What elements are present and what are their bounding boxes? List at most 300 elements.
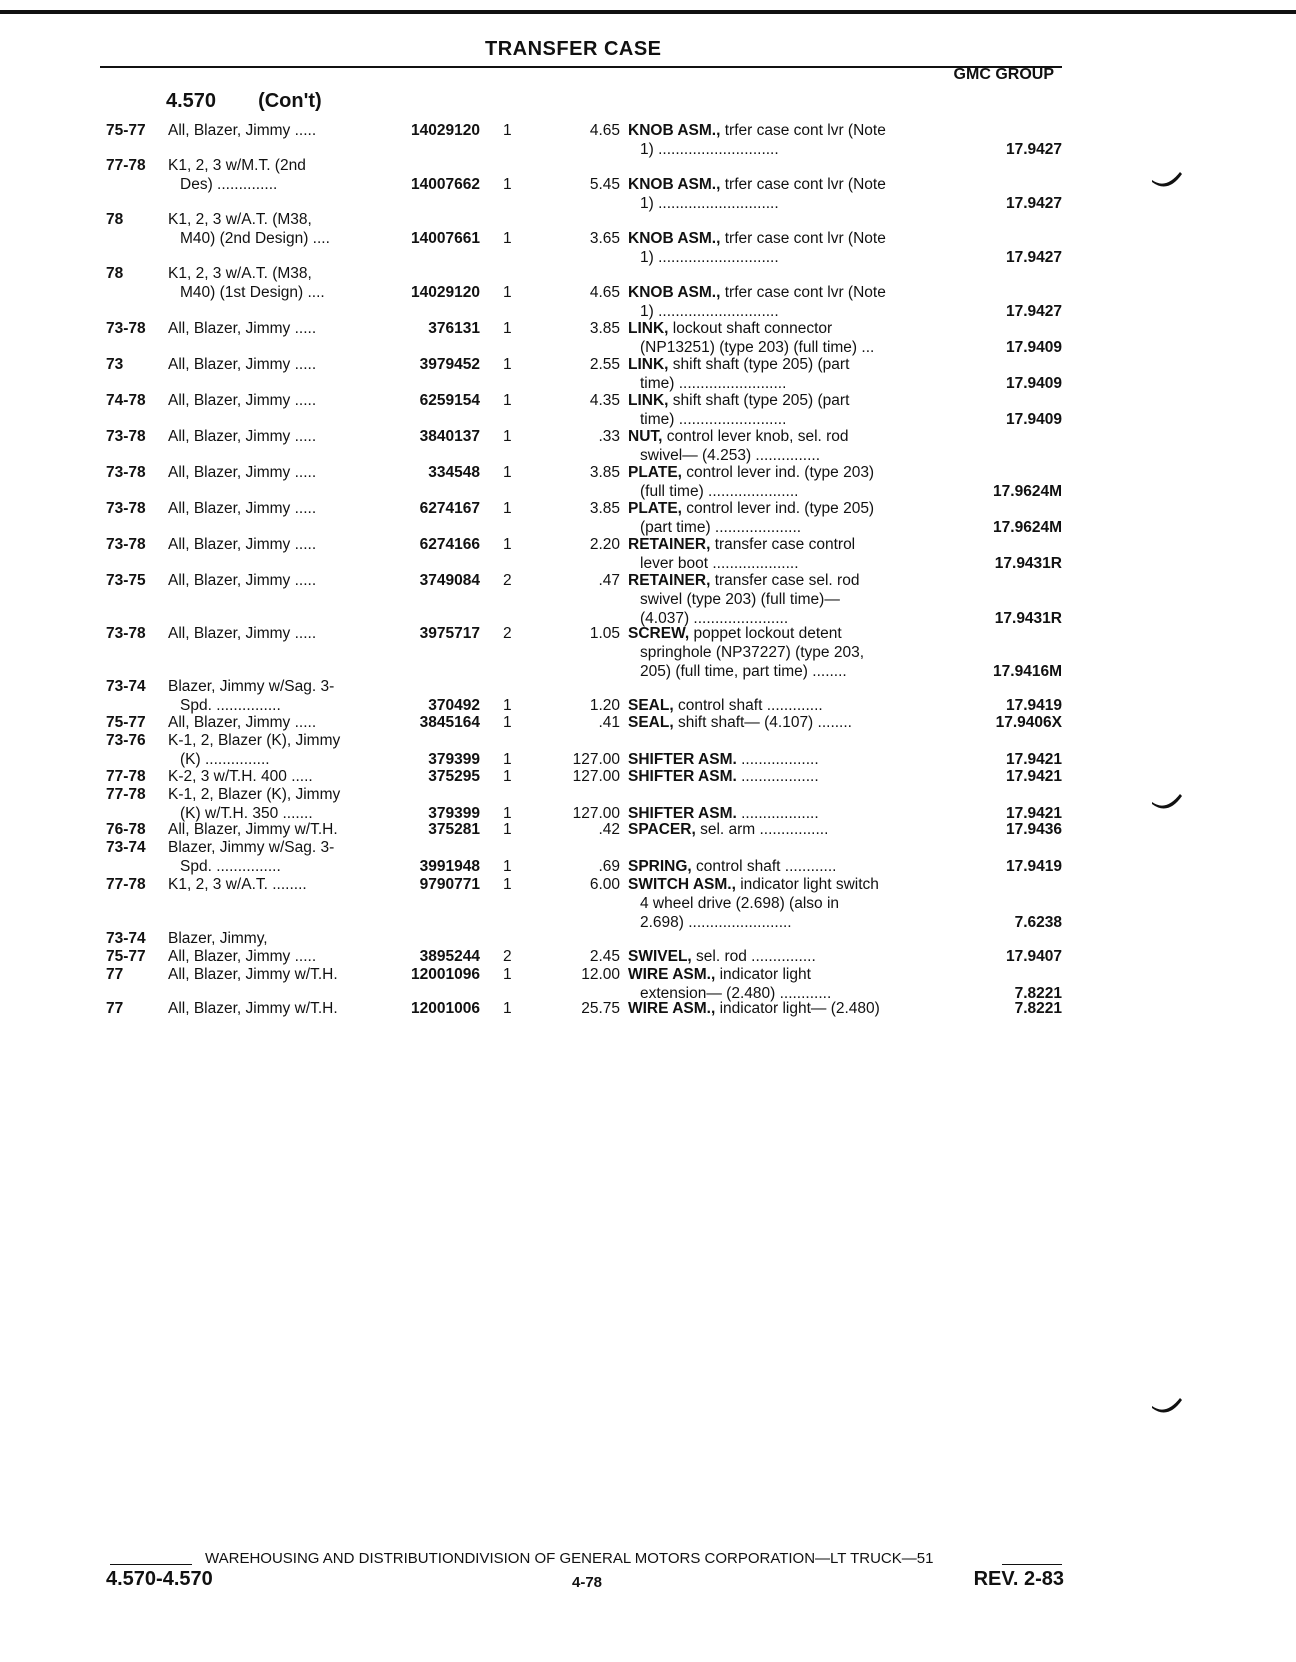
application-cell (168, 156, 388, 194)
application-line: Blazer, Jimmy, (168, 930, 268, 947)
description-line (628, 571, 948, 590)
price-cell: 127.00 (572, 768, 620, 785)
application-cell (168, 427, 388, 446)
description-cell (628, 820, 948, 839)
description-cell (628, 947, 948, 966)
price-cell: 12.00 (581, 966, 620, 983)
description-cell (628, 713, 948, 732)
years-cell: 73-76 (106, 732, 146, 749)
application-cell (168, 571, 388, 590)
quantity-cell: 1 (503, 428, 512, 445)
years-cell: 73-78 (106, 625, 146, 642)
application-cell (168, 677, 388, 715)
price-cell: 2.55 (589, 356, 620, 373)
group-number-cell: 17.9416M (993, 663, 1062, 680)
description-line (628, 355, 948, 374)
description-line (628, 965, 948, 984)
description-text: indicator light— (2.480) (719, 1000, 880, 1017)
top-rule (0, 10, 1296, 14)
group-number-cell: 17.9419 (1005, 697, 1062, 714)
years-cell: 77-78 (106, 157, 146, 174)
description-text: trfer case cont lvr (Note (724, 176, 886, 193)
price-cell: 127.00 (572, 751, 620, 768)
application-line: All, Blazer, Jimmy ..... (168, 500, 317, 517)
years-cell: 77-78 (106, 876, 146, 893)
application-line: K-2, 3 w/T.H. 400 ..... (168, 768, 313, 785)
part-name: SEAL, (628, 697, 674, 714)
description-cell (628, 283, 948, 321)
part-name: WIRE ASM., (628, 1000, 716, 1017)
description-text: sel. rod ............... (696, 948, 816, 965)
group-number-cell: 17.9624M (993, 483, 1062, 500)
part-name: LINK, (628, 392, 669, 409)
part-name: SHIFTER ASM. (628, 751, 737, 768)
application-cell (168, 947, 388, 966)
application-line: All, Blazer, Jimmy ..... (168, 320, 317, 337)
part-number-cell: 14007662 (411, 176, 480, 193)
application-line: All, Blazer, Jimmy ..... (168, 428, 317, 445)
page-title: TRANSFER CASE (485, 38, 662, 60)
description-line: (4.037) ...................... (640, 610, 789, 627)
description-line (628, 319, 948, 338)
binder-hole-icon (1150, 168, 1184, 188)
group-number-cell: 7.8221 (1014, 985, 1062, 1002)
years-cell: 77-78 (106, 768, 146, 785)
group-number-cell: 17.9427 (1005, 141, 1062, 158)
part-number-cell: 3975717 (419, 625, 480, 642)
application-line: Des) .............. (180, 176, 278, 193)
price-cell: .33 (598, 428, 620, 445)
quantity-cell: 1 (503, 821, 512, 838)
footer-publisher-line: WAREHOUSING AND DISTRIBUTIONDIVISION OF GENERAL MOTORS CORPORATION—LT TRUCK—51 (205, 1550, 934, 1567)
quantity-cell: 1 (503, 392, 512, 409)
description-cell (628, 391, 948, 429)
footer-rule-right (1002, 1564, 1062, 1565)
application-line: Blazer, Jimmy w/Sag. 3- (168, 678, 335, 695)
application-line: K1, 2, 3 w/M.T. (2nd (168, 157, 306, 174)
description-line (628, 121, 948, 140)
quantity-cell: 1 (503, 751, 512, 768)
part-number-cell: 12001096 (411, 966, 480, 983)
description-text: poppet lockout detent (693, 625, 842, 642)
description-text: .................. (741, 768, 819, 785)
price-cell: 3.85 (589, 464, 620, 481)
description-text: control lever ind. (type 203) (686, 464, 875, 481)
part-name: PLATE, (628, 500, 682, 517)
quantity-cell: 1 (503, 464, 512, 481)
section-heading (166, 90, 322, 113)
application-cell (168, 929, 388, 948)
years-cell: 73 (106, 356, 124, 373)
application-line: M40) (1st Design) .... (180, 284, 325, 301)
years-cell: 73-78 (106, 464, 146, 481)
years-cell: 75-77 (106, 948, 146, 965)
application-cell (168, 391, 388, 410)
application-cell (168, 838, 388, 876)
application-cell (168, 499, 388, 518)
description-text: shift shaft (type 205) (part (672, 392, 850, 409)
years-cell: 76-78 (106, 821, 146, 838)
application-line: All, Blazer, Jimmy ..... (168, 948, 317, 965)
description-line: 1) ............................ (640, 249, 779, 266)
application-line: All, Blazer, Jimmy ..... (168, 536, 317, 553)
description-text: .................. (741, 751, 819, 768)
quantity-cell: 1 (503, 122, 512, 139)
price-cell: 5.45 (589, 176, 620, 193)
price-cell: 4.35 (589, 392, 620, 409)
years-cell: 77-78 (106, 786, 146, 803)
application-line: All, Blazer, Jimmy ..... (168, 625, 317, 642)
years-cell: 78 (106, 265, 124, 282)
quantity-cell: 1 (503, 284, 512, 301)
part-name: RETAINER, (628, 572, 711, 589)
price-cell: 3.85 (589, 500, 620, 517)
description-line (628, 283, 948, 302)
description-line (628, 999, 948, 1018)
part-number-cell: 334548 (428, 464, 480, 481)
description-cell (628, 767, 948, 786)
application-line: (K) ............... (180, 751, 270, 768)
description-text: transfer case control (714, 536, 856, 553)
description-line: springhole (NP37227) (type 203, (640, 644, 865, 661)
part-name: LINK, (628, 320, 669, 337)
part-number-cell: 14007661 (411, 230, 480, 247)
group-number-cell: 7.6238 (1014, 914, 1062, 931)
description-text: trfer case cont lvr (Note (724, 230, 886, 247)
part-name: RETAINER, (628, 536, 711, 553)
part-name: SEAL, (628, 714, 674, 731)
description-text: control lever ind. (type 205) (686, 500, 875, 517)
part-name: PLATE, (628, 464, 682, 481)
price-cell: 2.45 (589, 948, 620, 965)
years-cell: 73-75 (106, 572, 146, 589)
years-cell: 75-77 (106, 122, 146, 139)
description-line (628, 463, 948, 482)
group-number-cell: 17.9431R (994, 610, 1062, 627)
description-text: .................. (741, 805, 819, 822)
quantity-cell: 1 (503, 768, 512, 785)
section-cont: (Con't) (258, 90, 322, 112)
description-line (628, 499, 948, 518)
years-cell: 77 (106, 1000, 124, 1017)
group-number-cell: 17.9407 (1005, 948, 1062, 965)
application-line: Blazer, Jimmy w/Sag. 3- (168, 839, 335, 856)
application-line: K-1, 2, Blazer (K), Jimmy (168, 732, 341, 749)
description-cell (628, 535, 948, 573)
application-line: All, Blazer, Jimmy ..... (168, 122, 317, 139)
part-number-cell: 379399 (428, 751, 480, 768)
group-number-cell: 17.9419 (1005, 858, 1062, 875)
group-number-cell: 17.9421 (1005, 751, 1062, 768)
description-line: lever boot .................... (640, 555, 799, 572)
application-line: All, Blazer, Jimmy w/T.H. (168, 966, 338, 983)
description-line: 205) (full time, part time) ........ (640, 663, 847, 680)
application-line: M40) (2nd Design) .... (180, 230, 330, 247)
price-cell: 4.65 (589, 122, 620, 139)
part-number-cell: 14029120 (411, 284, 480, 301)
part-number-cell: 6274166 (419, 536, 480, 553)
title-rule (100, 66, 1062, 68)
part-number-cell: 3895244 (419, 948, 480, 965)
description-text: control shaft ............. (677, 697, 823, 714)
price-cell: 1.05 (589, 625, 620, 642)
group-number-cell: 17.9427 (1005, 195, 1062, 212)
application-line: All, Blazer, Jimmy ..... (168, 572, 317, 589)
description-line: 1) ............................ (640, 195, 779, 212)
part-name: KNOB ASM., (628, 230, 721, 247)
description-line: extension— (2.480) ............ (640, 985, 832, 1002)
price-cell: 3.85 (589, 320, 620, 337)
application-cell (168, 210, 388, 248)
price-cell: .69 (598, 858, 620, 875)
quantity-cell: 2 (503, 948, 512, 965)
application-cell (168, 463, 388, 482)
years-cell: 77 (106, 966, 124, 983)
quantity-cell: 1 (503, 356, 512, 373)
part-number-cell: 3845164 (419, 714, 480, 731)
description-line: (part time) .................... (640, 519, 802, 536)
application-cell (168, 965, 388, 984)
description-line: 4 wheel drive (2.698) (also in (640, 895, 840, 912)
quantity-cell: 1 (503, 714, 512, 731)
price-cell: 6.00 (589, 876, 620, 893)
application-cell (168, 999, 388, 1018)
description-cell (628, 999, 948, 1018)
part-name: SWIVEL, (628, 948, 692, 965)
description-line (628, 624, 948, 643)
description-line (628, 391, 948, 410)
quantity-cell: 1 (503, 500, 512, 517)
description-cell (628, 571, 948, 628)
binder-hole-icon (1150, 790, 1184, 810)
footer-section-range: 4.570-4.570 (106, 1568, 213, 1590)
application-cell (168, 767, 388, 786)
years-cell: 73-78 (106, 536, 146, 553)
application-line: All, Blazer, Jimmy ..... (168, 714, 317, 731)
group-number-cell: 17.9436 (1005, 821, 1062, 838)
price-cell: 1.20 (589, 697, 620, 714)
years-cell: 73-74 (106, 678, 146, 695)
description-line (628, 175, 948, 194)
description-line: time) ......................... (640, 375, 787, 392)
description-cell (628, 499, 948, 537)
group-number-cell: 17.9409 (1005, 339, 1062, 356)
price-cell: 25.75 (581, 1000, 620, 1017)
description-line: swivel (type 203) (full time)— (640, 591, 840, 608)
application-cell (168, 121, 388, 140)
description-line: (full time) ..................... (640, 483, 799, 500)
group-number-cell: 17.9427 (1005, 303, 1062, 320)
description-cell (628, 463, 948, 501)
footer-rule-left (110, 1564, 192, 1565)
application-line: K-1, 2, Blazer (K), Jimmy (168, 786, 341, 803)
description-text: shift shaft— (4.107) ........ (677, 714, 852, 731)
description-text: trfer case cont lvr (Note (724, 284, 886, 301)
description-text: trfer case cont lvr (Note (724, 122, 886, 139)
application-line: All, Blazer, Jimmy ..... (168, 464, 317, 481)
quantity-cell: 1 (503, 858, 512, 875)
group-number-cell: 17.9624M (993, 519, 1062, 536)
footer-date: 4-78 (572, 1574, 603, 1591)
group-number-cell: 17.9427 (1005, 249, 1062, 266)
application-cell (168, 264, 388, 302)
description-line (628, 229, 948, 248)
application-line: K1, 2, 3 w/A.T. (M38, (168, 265, 312, 282)
description-line (628, 713, 948, 732)
description-cell (628, 175, 948, 213)
part-name: SHIFTER ASM. (628, 768, 737, 785)
application-cell (168, 875, 388, 894)
group-number-cell: 17.9421 (1005, 805, 1062, 822)
description-text: control lever knob, sel. rod (666, 428, 849, 445)
application-cell (168, 319, 388, 338)
application-line: All, Blazer, Jimmy w/T.H. (168, 1000, 338, 1017)
group-number-cell: 17.9431R (994, 555, 1062, 572)
years-cell: 74-78 (106, 392, 146, 409)
binder-hole-icon (1150, 1394, 1184, 1414)
part-number-cell: 14029120 (411, 122, 480, 139)
description-line (628, 767, 948, 786)
part-number-cell: 6274167 (419, 500, 480, 517)
part-name: WIRE ASM., (628, 966, 716, 983)
part-number-cell: 3840137 (419, 428, 480, 445)
application-line: All, Blazer, Jimmy ..... (168, 392, 317, 409)
years-cell: 78 (106, 211, 124, 228)
description-cell (628, 121, 948, 159)
price-cell: 3.65 (589, 230, 620, 247)
part-number-cell: 6259154 (419, 392, 480, 409)
description-text: sel. arm ................ (700, 821, 829, 838)
application-cell (168, 355, 388, 374)
quantity-cell: 1 (503, 697, 512, 714)
application-cell (168, 624, 388, 643)
description-line (628, 820, 948, 839)
application-cell (168, 785, 388, 823)
application-cell (168, 713, 388, 732)
years-cell: 73-74 (106, 930, 146, 947)
part-name: NUT, (628, 428, 663, 445)
part-name: KNOB ASM., (628, 176, 721, 193)
quantity-cell: 2 (503, 625, 512, 642)
price-cell: .47 (598, 572, 620, 589)
part-number-cell: 3979452 (419, 356, 480, 373)
application-line: K1, 2, 3 w/A.T. (M38, (168, 211, 312, 228)
quantity-cell: 1 (503, 536, 512, 553)
part-number-cell: 370492 (428, 697, 480, 714)
application-line: Spd. ............... (180, 697, 281, 714)
part-number-cell: 12001006 (411, 1000, 480, 1017)
description-cell (628, 965, 948, 1003)
description-line: (NP13251) (type 203) (full time) ... (640, 339, 875, 356)
description-line: time) ......................... (640, 411, 787, 428)
quantity-cell: 1 (503, 1000, 512, 1017)
quantity-cell: 1 (503, 966, 512, 983)
part-name: SPACER, (628, 821, 696, 838)
quantity-cell: 1 (503, 876, 512, 893)
description-cell (628, 319, 948, 357)
part-name: KNOB ASM., (628, 284, 721, 301)
footer-revision: REV. 2-83 (973, 1568, 1064, 1590)
description-text: shift shaft (type 205) (part (672, 356, 850, 373)
description-line (628, 875, 948, 894)
section-number: 4.570 (166, 90, 217, 112)
description-text: lockout shaft connector (672, 320, 833, 337)
quantity-cell: 2 (503, 572, 512, 589)
part-number-cell: 9790771 (419, 876, 480, 893)
quantity-cell: 1 (503, 176, 512, 193)
description-line: 2.698) ........................ (640, 914, 792, 931)
price-cell: 127.00 (572, 805, 620, 822)
quantity-cell: 1 (503, 230, 512, 247)
description-line (628, 857, 948, 876)
part-number-cell: 3991948 (419, 858, 480, 875)
part-name: SCREW, (628, 625, 690, 642)
application-line: All, Blazer, Jimmy ..... (168, 356, 317, 373)
description-text: indicator light switch (740, 876, 879, 893)
description-cell (628, 875, 948, 932)
description-line (628, 947, 948, 966)
description-cell (628, 427, 948, 465)
description-cell (628, 857, 948, 876)
price-cell: 2.20 (589, 536, 620, 553)
group-number-cell: 7.8221 (1014, 1000, 1062, 1017)
part-name: LINK, (628, 356, 669, 373)
part-number-cell: 379399 (428, 805, 480, 822)
description-cell (628, 229, 948, 267)
description-line (628, 427, 948, 446)
quantity-cell: 1 (503, 805, 512, 822)
application-cell (168, 535, 388, 554)
part-number-cell: 375295 (428, 768, 480, 785)
price-cell: 4.65 (589, 284, 620, 301)
description-line: swivel— (4.253) ............... (640, 447, 821, 464)
part-name: SWITCH ASM., (628, 876, 736, 893)
application-cell (168, 820, 388, 839)
application-line: Spd. ............... (180, 858, 281, 875)
years-cell: 73-78 (106, 320, 146, 337)
part-name: SHIFTER ASM. (628, 805, 737, 822)
group-number-cell: 17.9409 (1005, 411, 1062, 428)
group-number-cell: 17.9406X (995, 714, 1062, 731)
years-cell: 73-78 (106, 428, 146, 445)
description-text: control shaft ............ (696, 858, 837, 875)
part-number-cell: 376131 (428, 320, 480, 337)
description-line (628, 535, 948, 554)
group-number-cell: 17.9421 (1005, 768, 1062, 785)
part-name: KNOB ASM., (628, 122, 721, 139)
application-line: All, Blazer, Jimmy w/T.H. (168, 821, 338, 838)
application-cell (168, 731, 388, 769)
group-number-cell: 17.9409 (1005, 375, 1062, 392)
part-name: SPRING, (628, 858, 692, 875)
years-cell: 73-74 (106, 839, 146, 856)
application-line: (K) w/T.H. 350 ....... (180, 805, 313, 822)
description-cell (628, 624, 948, 681)
application-line: K1, 2, 3 w/A.T. ........ (168, 876, 307, 893)
description-text: indicator light (719, 966, 811, 983)
price-cell: .41 (598, 714, 620, 731)
description-text: transfer case sel. rod (714, 572, 860, 589)
description-line: 1) ............................ (640, 141, 779, 158)
description-cell (628, 355, 948, 393)
price-cell: .42 (598, 821, 620, 838)
part-number-cell: 3749084 (419, 572, 480, 589)
part-number-cell: 375281 (428, 821, 480, 838)
group-label: GMC GROUP (953, 66, 1054, 83)
quantity-cell: 1 (503, 320, 512, 337)
description-line: 1) ............................ (640, 303, 779, 320)
years-cell: 75-77 (106, 714, 146, 731)
